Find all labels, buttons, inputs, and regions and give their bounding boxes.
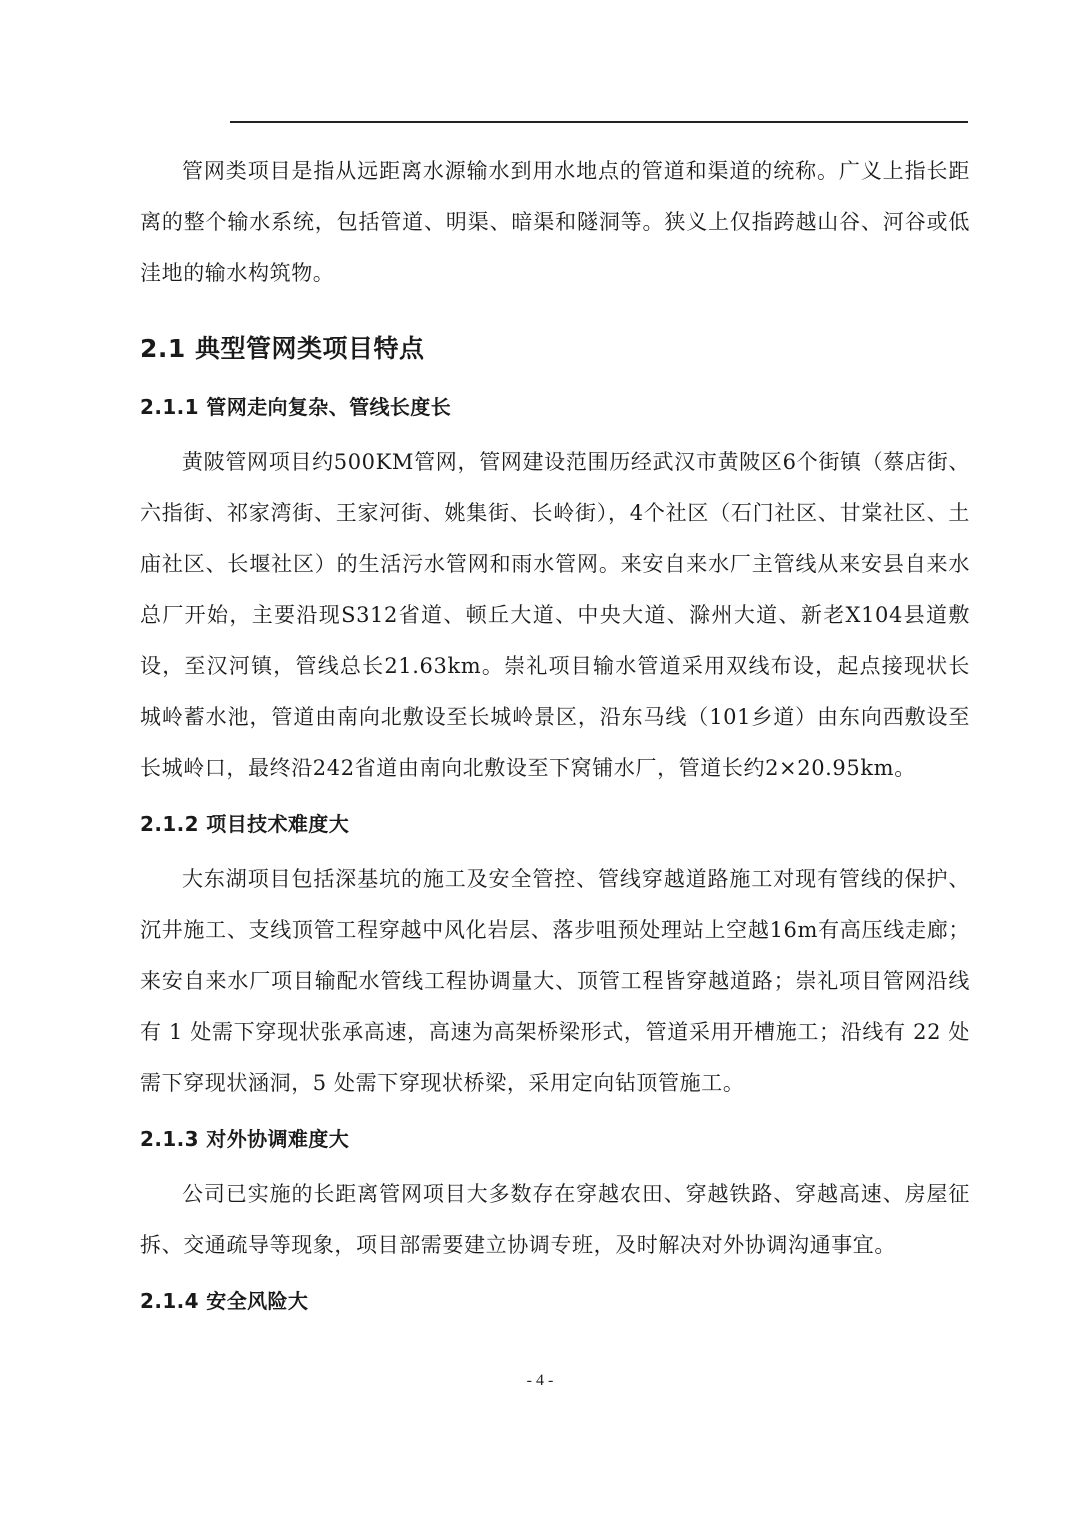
subsection-heading-2-1-1: 2.1.1 管网走向复杂、管线长度长	[140, 395, 452, 419]
intro-paragraph: 管网类项目是指从远距离水源输水到用水地点的管道和渠道的统称。广义上指长距离的整个输水系统，包括管道、明渠、暗渠和隧洞等。狭义上仅指跨越山谷、河谷或低洼地的输水构筑物。	[140, 159, 970, 285]
page-content	[140, 146, 970, 1331]
subsection-heading-2-1-2: 2.1.2 项目技术难度大	[140, 812, 350, 836]
header-rule	[230, 121, 968, 123]
subsection-body-2-1-2: 大东湖项目包括深基坑的施工及安全管控、管线穿越道路施工对现有管线的保护、沉井施工、支线顶管工程穿越中风化岩层、落步咀预处理站上空越16m有高压线走廊；来安自来水厂项目输配水管线工程协调量大、顶管工程皆穿越道路；崇礼项目管网沿线有 1 处需下穿现状张承高速，高速为高架桥梁形式，管道采用开槽施工；沿线有 22 处需下穿现状涵洞，5 处需下穿现状桥梁，采用定向钻顶管施工。	[140, 867, 970, 1095]
subsection-body-2-1-3: 公司已实施的长距离管网项目大多数存在穿越农田、穿越铁路、穿越高速、房屋征拆、交通疏导等现象，项目部需要建立协调专班，及时解决对外协调沟通事宜。	[140, 1182, 970, 1257]
subsection-body-2-1-1: 黄陂管网项目约500KM管网，管网建设范围历经武汉市黄陂区6个街镇（蔡店街、六指街、祁家湾街、王家河街、姚集街、长岭街），4个社区（石门社区、甘棠社区、土庙社区、长堰社区）的生活污水管网和雨水管网。来安自来水厂主管线从来安县自来水总厂开始，主要沿现S312省道、顿丘大道、中央大道、滁州大道、新老X104县道敷设，至汉河镇，管线总长21.63km。崇礼项目输水管道采用双线布设，起点接现状长城岭蓄水池，管道由南向北敷设至长城岭景区，沿东马线（101乡道）由东向西敷设至长城岭口，最终沿242省道由南向北敷设至下窝铺水厂，管道长约2×20.95km。	[140, 450, 970, 780]
section-heading-2-1: 2.1 典型管网类项目特点	[140, 334, 425, 363]
page-number: - 4 -	[526, 1372, 554, 1389]
subsection-heading-2-1-3: 2.1.3 对外协调难度大	[140, 1127, 350, 1151]
subsection-heading-2-1-4: 2.1.4 安全风险大	[140, 1289, 309, 1313]
